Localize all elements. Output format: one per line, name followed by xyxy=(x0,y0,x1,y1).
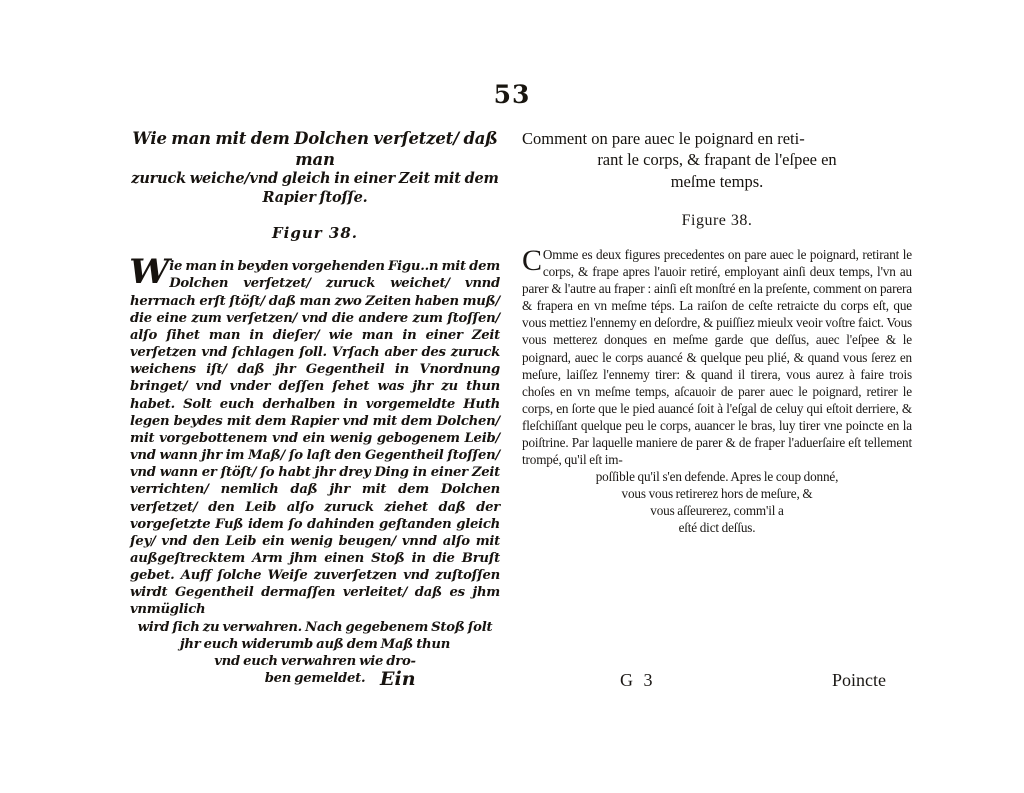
left-heading-line-1: Wie man mit dem Dolchen verſetzet/ daß man xyxy=(132,129,498,170)
left-body-tail-3: vnd euch verwahren wie dro- xyxy=(214,653,416,669)
left-body-tail-1: wird ſich zu verwahren. Nach gegebenem Stoß ſolt xyxy=(137,619,493,635)
left-figure-label: Figur 38. xyxy=(272,224,358,243)
left-body-paragraph xyxy=(129,252,500,618)
left-dropcap: W xyxy=(129,252,168,293)
right-heading-line-2: rant le corps, & frapant de l'eſpee en xyxy=(597,150,837,170)
left-heading-line-2: zuruck weiche/vnd gleich in einer Zeit mit dem xyxy=(131,170,499,188)
quire-signature: G 3 xyxy=(620,670,656,690)
left-heading-line-3: Rapier ſtoſſe. xyxy=(262,188,368,206)
right-column-french xyxy=(522,128,912,536)
left-body-text xyxy=(129,252,500,687)
left-column-german xyxy=(130,128,500,687)
left-column-heading xyxy=(130,128,500,207)
right-body-tail-1: poſſible qu'il s'en defende. Apres le coup donné, xyxy=(595,468,839,484)
right-body-paragraph xyxy=(522,246,912,467)
page-footer xyxy=(0,668,1024,698)
left-body-tail-2: jhr euch widerumb auß dem Maß thun xyxy=(179,636,451,652)
catchword-left: Ein xyxy=(380,668,416,690)
right-heading-line-1: Comment on pare auec le poignard en reti- xyxy=(522,129,805,148)
right-body-tail-2: vous vous retirerez hors de meſure, & xyxy=(621,485,813,501)
page-folio-number: 53 xyxy=(493,80,531,109)
right-body-main: Omme es deux figures precedentes on pare auec le poignard, retirant le corps, & frape apres l'auoir retiré, employant ainſi deux temps, l'vn au parer & l'autre au fraper : ainſi eſt monſtré en la preſente, comment on parera & frapera en vn meſme téps. La raiſon de ceſte retraicte du corps eſt, que vous mettiez l'ennemy en deſordre, & puiſſiez mieulx veoir voſtre faict. Vous vous metterez donques en meſme garde que deſſus, auec l'eſpee & le poignard, auec le corps auancé & quelque peu plié, & quand vous ſerez en meſure, laiſſez l'ennemy tirer: & quand il tirera, vous aurez à faire trois choſes en vn meſme temps, aſcauoir de parer auec le poignard, retirer le corps, en ſorte que le pied auancé ſoit à l'eſgal de celuy qui eſtoit derriere, & fleſchiſſant quelque peu le corps, auancer le bras, luy tirer vne poincte en la poiſtrine. Par laquelle maniere de parer & de fraper l'aduerſaire eſt tellement trompé, qu'il eſt im- xyxy=(522,247,912,467)
catchword-right: Poincte xyxy=(832,670,886,690)
right-dropcap: C xyxy=(522,244,542,278)
right-body-tail-3: vous aſſeurerez, comm'il a xyxy=(650,502,784,518)
right-body-tail-4: eſté dict deſſus. xyxy=(678,519,756,535)
left-body-main: ie man in beyden vorgehenden Figu..n mit dem Dolchen verſetzet/ zuruck weichet/ vnnd herrnach erſt ſtöſt/ daß man zwo Zeiten haben muß/ die eine zum verſetzen/ vnd die andere zum ſtoſſen/ alſo ſihet man in dieſer/ wie man in einer Zeit verſetzen vnd ſchlagen ſoll. Vrſach aber des zuruck weichens iſt/ daß jhr Gegentheil in Vnordnung bringet/ vnd vnder deſſen ſehet was jhr zu thun habet. Solt euch derhalben in vorgemeldte Huth legen beydes mit dem Rapier vnd mit dem Dolchen/ mit vorgebottenem vnd ein wenig gebogenem Leib/ vnd wann jhr im Maß/ ſo laſt den Gegentheil ſtoſſen/ vnd wann er ſtöſt/ ſo habt jhr drey Ding in einer Zeit verrichten/ nemlich daß jhr mit dem Dolchen verſetzet/ den Leib alſo zuruck ziehet daß der vorgeſetzte Fuß idem ſo dahinden geſtanden gleich ſey/ vnd den Leib ein wenig beugen/ vnnd alſo mit außgeſtrecktem Arm jhm einen Stoß in die Bruſt gebet. Auff ſolche Weiſe zuverſetzen vnd zuſtoſſen wirdt Gegentheil dermaſſen verleitet/ daß es jhm vnmüglich xyxy=(130,259,500,618)
left-body-tail-4: ben gemeldet. xyxy=(264,671,366,687)
right-heading-line-3: meſme temps. xyxy=(670,171,764,191)
right-column-heading xyxy=(522,128,912,192)
right-body-text xyxy=(522,246,912,536)
right-figure-label: Figure 38. xyxy=(681,212,753,230)
